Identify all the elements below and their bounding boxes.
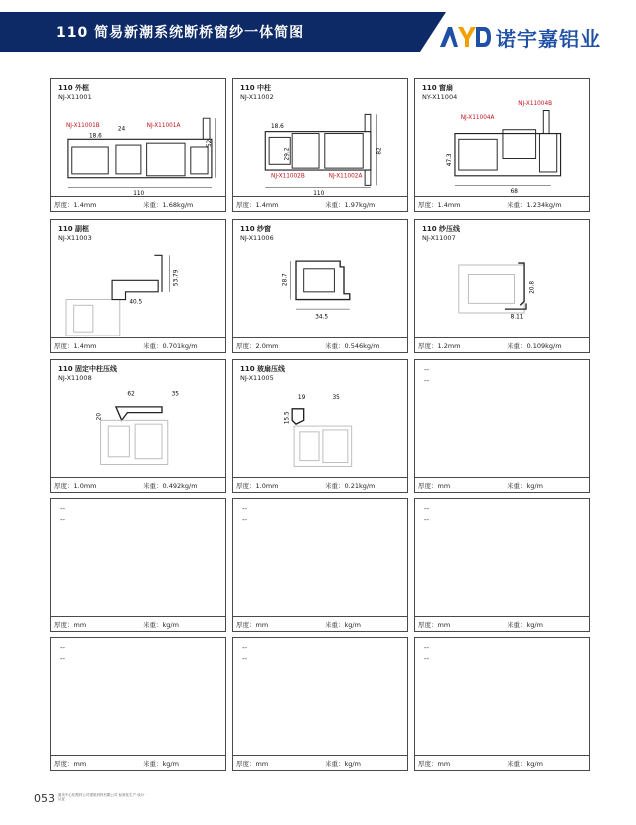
svg-text:20.8: 20.8 (529, 280, 536, 294)
profile-code: 110 窗扇 (422, 84, 454, 92)
thickness-label: 厚度：mm (54, 760, 87, 768)
weight-label: 米重：0.492kg/m (143, 482, 198, 490)
profile-code: -- (424, 505, 430, 513)
profile-card (414, 219, 590, 353)
spec-footer (233, 337, 407, 352)
svg-text:29.2: 29.2 (284, 147, 291, 161)
weight-label: 米重：kg/m (143, 760, 179, 768)
ayd-logo-icon (438, 25, 492, 49)
svg-text:NJ-X11001B: NJ-X11001B (66, 122, 100, 129)
profile-model: NJ-X11008 (58, 374, 92, 382)
brand-logo (438, 22, 601, 52)
spec-footer (51, 477, 225, 492)
page-number: 053 (34, 792, 55, 805)
svg-text:34.5: 34.5 (315, 314, 329, 321)
profile-model: NJ-X11001 (58, 93, 92, 101)
profile-card (50, 637, 226, 771)
thickness-label: 厚度：mm (54, 621, 87, 629)
svg-text:NJ-X11002B: NJ-X11002B (271, 173, 305, 180)
spec-footer (233, 196, 407, 211)
svg-text:20: 20 (96, 412, 103, 421)
profile-drawing (415, 240, 589, 336)
weight-label: 米重：1.97kg/m (325, 201, 376, 209)
spec-footer (415, 616, 589, 631)
svg-text:47.3: 47.3 (447, 153, 454, 167)
profile-card (50, 359, 226, 493)
svg-text:110: 110 (133, 191, 145, 195)
profile-model: NJ-X11003 (58, 234, 92, 242)
profile-drawing (51, 240, 225, 336)
spec-footer (415, 755, 589, 770)
svg-text:62: 62 (127, 391, 135, 398)
spec-footer (415, 337, 589, 352)
thickness-label: 厚度：mm (418, 482, 451, 490)
svg-text:18.6: 18.6 (271, 123, 284, 130)
page-header (0, 0, 636, 58)
weight-label: 米重：kg/m (325, 760, 361, 768)
thickness-label: 厚度：mm (236, 621, 269, 629)
profile-model: NJ-X11006 (240, 234, 274, 242)
profile-model: NY-X11004 (422, 93, 458, 101)
profile-card (50, 498, 226, 632)
profile-code: 110 玻扇压线 (240, 365, 286, 373)
brand-name: 诺宇嘉铝业 (496, 26, 601, 51)
profile-drawing (51, 380, 225, 476)
spec-footer (415, 477, 589, 492)
profile-card (414, 359, 590, 493)
profile-model: -- (424, 655, 430, 663)
spec-footer (233, 477, 407, 492)
weight-label: 米重：0.109kg/m (507, 342, 562, 350)
spec-footer (51, 616, 225, 631)
profile-card (414, 498, 590, 632)
spec-footer (51, 337, 225, 352)
svg-text:82: 82 (376, 147, 383, 155)
profile-code: 110 固定中柱压线 (58, 365, 118, 373)
profile-card (414, 637, 590, 771)
thickness-label: 厚度：1.4mm (418, 201, 461, 209)
profile-drawing (233, 99, 407, 195)
profile-model: NJ-X11005 (240, 374, 274, 382)
profile-model: NJ-X11002 (240, 93, 274, 101)
thickness-label: 厚度：1.4mm (54, 201, 97, 209)
svg-text:NJ-X11002A: NJ-X11002A (328, 173, 363, 180)
page-title: 110 简易新潮系统断桥窗纱一体简图 (56, 25, 305, 41)
weight-label: 米重：kg/m (143, 621, 179, 629)
weight-label: 米重：kg/m (507, 621, 543, 629)
profile-card (232, 498, 408, 632)
svg-text:NJ-X11001A: NJ-X11001A (146, 122, 181, 129)
thickness-label: 厚度：1.2mm (418, 342, 461, 350)
svg-text:35: 35 (171, 391, 179, 398)
profile-model: -- (242, 655, 248, 663)
profile-code: -- (242, 505, 248, 513)
svg-text:68: 68 (510, 189, 518, 195)
svg-text:8.11: 8.11 (510, 314, 524, 321)
weight-label: 米重：0.21kg/m (325, 482, 376, 490)
weight-label: 米重：1.234kg/m (507, 201, 562, 209)
weight-label: 米重：1.68kg/m (143, 201, 194, 209)
profile-model: -- (242, 516, 248, 524)
svg-text:24: 24 (117, 126, 126, 133)
svg-text:110: 110 (313, 191, 325, 195)
svg-text:52: 52 (206, 139, 213, 147)
profile-code: -- (242, 644, 248, 652)
profile-code: 110 外框 (58, 84, 90, 92)
thickness-label: 厚度：mm (418, 760, 451, 768)
profile-code: 110 纱压线 (422, 225, 461, 233)
weight-label: 米重：kg/m (507, 482, 543, 490)
svg-text:19: 19 (297, 395, 306, 402)
profile-code: -- (424, 644, 430, 652)
profile-model: -- (60, 655, 66, 663)
weight-label: 米重：0.546kg/m (325, 342, 380, 350)
thickness-label: 厚度：mm (418, 621, 451, 629)
svg-text:40.5: 40.5 (129, 299, 143, 306)
svg-text:35: 35 (332, 395, 340, 402)
profile-drawing (51, 99, 225, 195)
spec-footer (233, 616, 407, 631)
page-footer (34, 792, 147, 805)
thickness-label: 厚度：2.0mm (236, 342, 279, 350)
spec-footer (51, 196, 225, 211)
weight-label: 米重：0.701kg/m (143, 342, 198, 350)
profile-model: -- (424, 516, 430, 524)
thickness-label: 厚度：1.4mm (54, 342, 97, 350)
svg-text:28.7: 28.7 (282, 273, 289, 287)
spec-footer (51, 755, 225, 770)
svg-text:53.79: 53.79 (173, 269, 180, 287)
profile-code: -- (424, 366, 430, 374)
profile-model: -- (60, 516, 66, 524)
spec-footer (233, 755, 407, 770)
thickness-label: 厚度：1.0mm (236, 482, 279, 490)
profile-card (50, 78, 226, 212)
profile-code: 110 中柱 (240, 84, 272, 92)
profile-card (50, 219, 226, 353)
svg-text:15.5: 15.5 (284, 411, 291, 425)
profile-model: NJ-X11007 (422, 234, 456, 242)
profile-drawing (233, 380, 407, 476)
thickness-label: 厚度：mm (236, 760, 269, 768)
profile-card (232, 78, 408, 212)
weight-label: 米重：kg/m (507, 760, 543, 768)
spec-footer (415, 196, 589, 211)
profile-card (232, 637, 408, 771)
thickness-label: 厚度：1.0mm (54, 482, 97, 490)
profile-code: 110 纱窗 (240, 225, 272, 233)
profile-card (232, 219, 408, 353)
weight-label: 米重：kg/m (325, 621, 361, 629)
svg-text:NJ-X11004A: NJ-X11004A (460, 115, 495, 122)
profile-drawing (415, 99, 589, 195)
svg-text:18.6: 18.6 (89, 133, 102, 140)
svg-text:NJ-X11004B: NJ-X11004B (518, 100, 553, 107)
profile-drawing (233, 240, 407, 336)
profile-code: 110 副框 (58, 225, 90, 233)
profile-code: -- (60, 505, 66, 513)
profile-card (414, 78, 590, 212)
profile-code: -- (60, 644, 66, 652)
profile-model: -- (424, 377, 430, 385)
profile-card (232, 359, 408, 493)
thickness-label: 厚度：1.4mm (236, 201, 279, 209)
footer-fine-print: 重庆中心铝型材公司建筑材料有限公司 标准化生产·设计 · 认证 (58, 793, 147, 801)
